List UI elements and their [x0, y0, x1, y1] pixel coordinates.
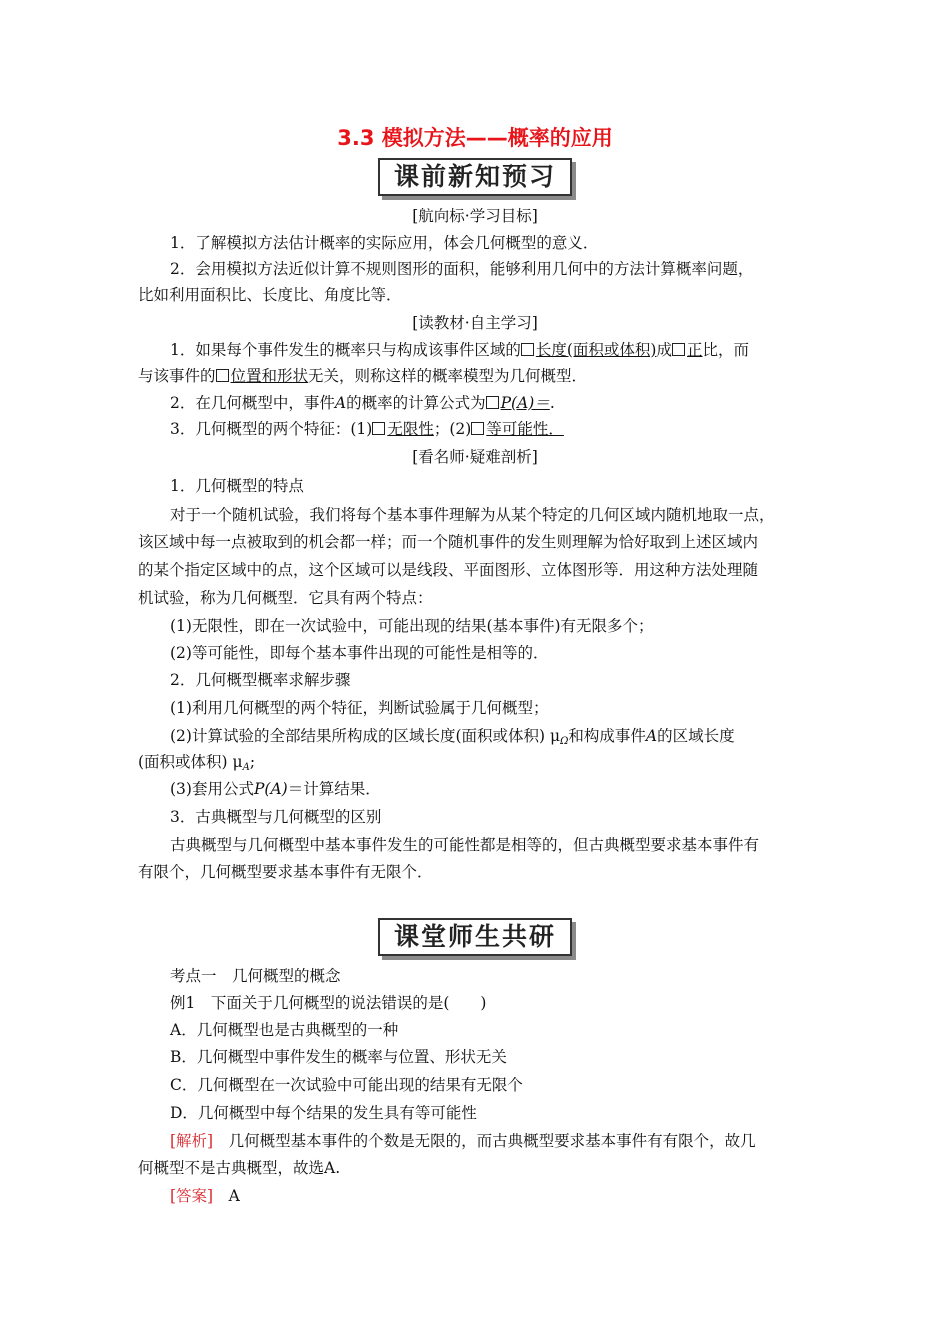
analysis-line: 古典概型与几何概型中基本事件发生的可能性都是相等的，但古典概型要求基本事件有	[170, 836, 760, 854]
text: (面积或体积) μ	[138, 753, 243, 771]
reading-line-3	[170, 393, 850, 413]
option-d: D．几何概型中每个结果的发生具有等可能性	[170, 1104, 477, 1122]
analysis-header: [看名师·疑难剖析]	[412, 448, 538, 466]
blank-box-icon	[486, 396, 499, 409]
blank-box-icon	[471, 422, 484, 435]
text: 成	[656, 341, 672, 359]
answer-line	[170, 1186, 850, 1206]
goal-item: 2．会用模拟方法近似计算不规则图形的面积，能够利用几何中的方法计算概率问题，	[170, 260, 754, 278]
option-a: A．几何概型也是古典概型的一种	[170, 1021, 399, 1039]
goals-header: [航向标·学习目标]	[412, 207, 538, 225]
analysis-line: 3．古典概型与几何概型的区别	[170, 808, 382, 826]
text: 和构成事件	[568, 727, 646, 745]
text: .	[549, 394, 555, 412]
banner-classroom: 课堂师生共研	[378, 918, 572, 956]
text: 2．在几何概型中，事件	[170, 394, 335, 412]
text: 几何概型基本事件的个数是无限的，而古典概型要求基本事件有有限个，故几	[213, 1132, 756, 1150]
analysis-line: 对于一个随机试验，我们将每个基本事件理解为从某个特定的几何区域内随机地取一点，	[170, 506, 775, 524]
exam-point: 考点一 几何概型的概念	[170, 967, 341, 985]
analysis-line: 机试验，称为几何概型．它具有两个特点：	[138, 589, 433, 607]
answer-text: 正	[687, 341, 703, 359]
analysis-step-3	[170, 779, 850, 799]
analysis-line: (2)等可能性，即每个基本事件出现的可能性是相等的．	[170, 644, 549, 662]
answer-text: 无限性	[387, 420, 434, 438]
example-question: 例1 下面关于几何概型的说法错误的是( )	[170, 994, 487, 1012]
solution-line: 何概型不是古典概型，故选A.	[138, 1159, 341, 1177]
text: Ω	[560, 736, 569, 747]
blank-box-icon	[372, 422, 385, 435]
analysis-step-2-cont	[138, 752, 818, 778]
goal-item: 比如利用面积比、长度比、角度比等．	[138, 286, 402, 304]
blank-box-icon	[672, 343, 685, 356]
answer-tag: [答案]	[170, 1187, 214, 1205]
text: 无关，则称这样的概率模型为几何概型．	[308, 367, 588, 385]
answer-text: 长度(面积或体积)	[535, 341, 657, 359]
text: ;	[249, 753, 256, 771]
analysis-step-2	[170, 726, 850, 752]
option-b: B．几何概型中事件发生的概率与位置、形状无关	[170, 1048, 507, 1066]
analysis-line: 1．几何概型的特点	[170, 477, 304, 495]
reading-header: [读教材·自主学习]	[412, 314, 538, 332]
text: A	[213, 1187, 240, 1205]
analysis-line: (1)利用几何概型的两个特征，判断试验属于几何概型；	[170, 699, 549, 717]
text: A	[242, 762, 250, 773]
solution-line	[170, 1131, 850, 1151]
banner-preview: 课前新知预习	[378, 158, 572, 196]
option-c: C．几何概型在一次试验中可能出现的结果有无限个	[170, 1076, 523, 1094]
reading-line-1	[170, 340, 850, 360]
text: A	[645, 727, 658, 745]
answer-text: P(A)＝	[500, 394, 550, 412]
blank-box-icon	[216, 369, 229, 382]
blank-box-icon	[521, 343, 534, 356]
text: 比，而	[702, 341, 750, 359]
section-title: 3.3 模拟方法——概率的应用	[337, 126, 613, 150]
text: P(A)	[253, 780, 288, 798]
reading-line-4	[170, 419, 850, 439]
answer-text: 位置和形状	[230, 367, 309, 385]
analysis-line: 有限个，几何概型要求基本事件有无限个．	[138, 863, 433, 881]
goal-item: 1．了解模拟方法估计概率的实际应用，体会几何概型的意义．	[170, 234, 599, 252]
text: 与该事件的	[138, 367, 216, 385]
analysis-line: 2．几何概型概率求解步骤	[170, 671, 351, 689]
text: 的区域长度	[657, 727, 735, 745]
text: ；(2)	[433, 420, 472, 438]
text: 3．几何概型的两个特征：(1)	[170, 420, 373, 438]
text: 的概率的计算公式为	[346, 394, 486, 412]
text: ＝计算结果．	[287, 780, 381, 798]
text: 1．如果每个事件发生的概率只与构成该事件区域的	[170, 341, 521, 359]
text: (2)计算试验的全部结果所构成的区域长度(面积或体积) μ	[170, 727, 561, 745]
reading-line-2	[138, 366, 818, 386]
analysis-line: 的某个指定区域中的点，这个区域可以是线段、平面图形、立体图形等．用这种方法处理随	[138, 561, 759, 579]
solution-tag: [解析]	[170, 1132, 214, 1150]
text: A	[334, 394, 347, 412]
analysis-line: (1)无限性，即在一次试验中，可能出现的结果(基本事件)有无限多个；	[170, 617, 654, 635]
text: (3)套用公式	[170, 780, 254, 798]
answer-text: 等可能性．	[486, 420, 564, 438]
analysis-line: 该区域中每一点被取到的机会都一样；而一个随机事件的发生则理解为恰好取到上述区域内	[138, 533, 759, 551]
